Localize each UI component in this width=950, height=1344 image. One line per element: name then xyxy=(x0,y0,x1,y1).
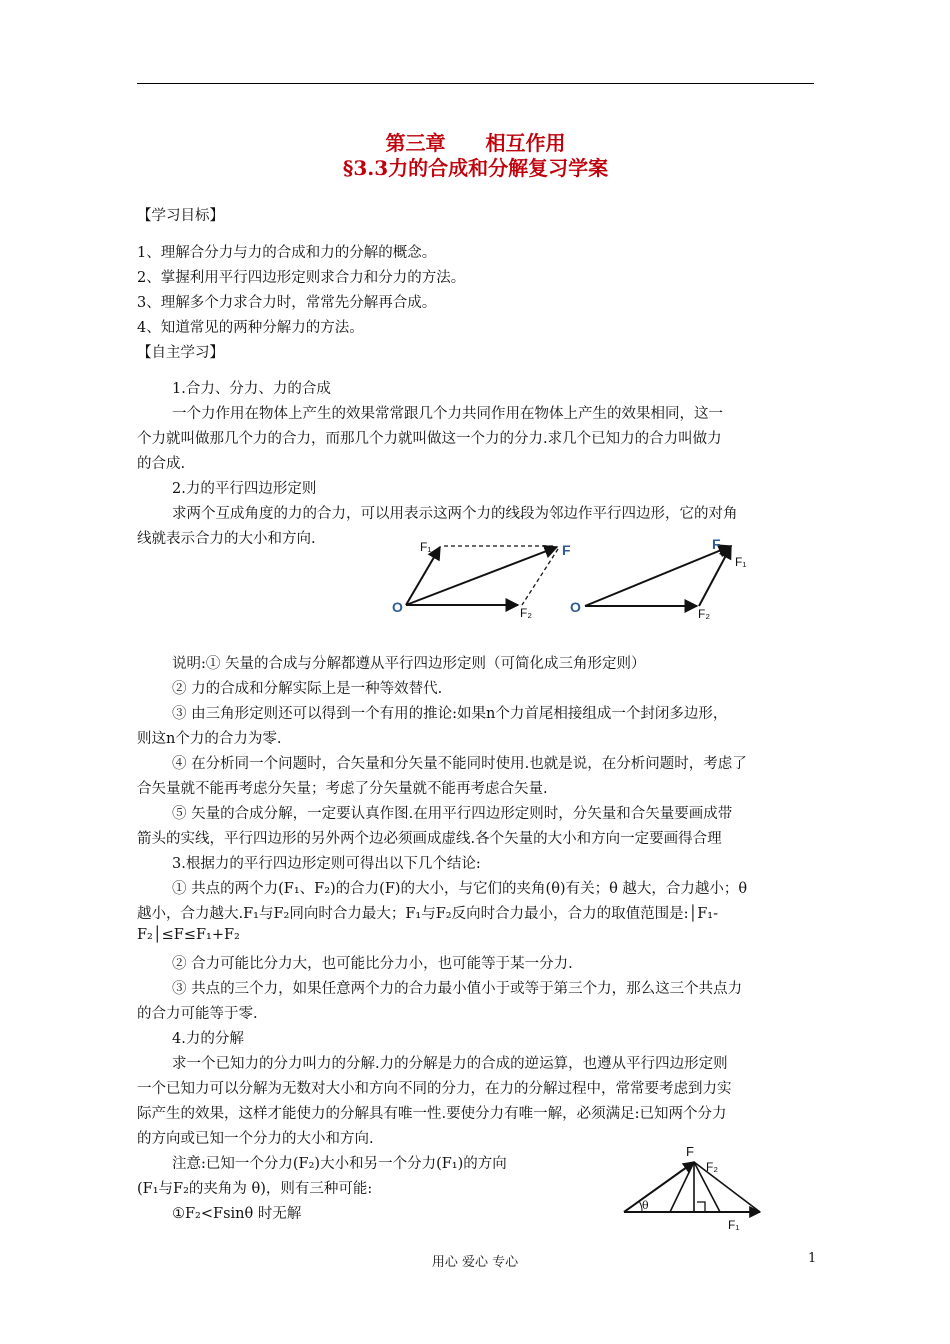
conclusion-line: ① 共点的两个力(F₁、F₂)的合力(F)的大小，与它们的夹角(θ)有关；θ 越大，合力越小；θ xyxy=(172,881,748,897)
paragraph-line: 际产生的效果，这样才能使力的分解具有唯一性.要使分力有唯一解，必须满足:已知两个分力 xyxy=(137,1106,727,1122)
goal-item: 1、理解合分力与力的合成和力的分解的概念。 xyxy=(137,245,437,261)
note-line: 合矢量就不能再考虑分矢量；考虑了分矢量就不能再考虑合矢量. xyxy=(137,781,548,797)
goal-item: 4、知道常见的两种分解力的方法。 xyxy=(137,320,364,336)
f2-label: F₂ xyxy=(698,607,710,621)
goal-item: 3、理解多个力求合力时，常常先分解再合成。 xyxy=(137,295,437,311)
vector-resultant xyxy=(585,546,731,606)
paragraph-line: 求两个互成角度的力的合力，可以用表示这两个力的线段为邻边作平行四边形，它的对角 xyxy=(172,506,738,522)
decomposition-diagram xyxy=(620,1140,790,1235)
paragraph-line: 注意:已知一个分力(F₂)大小和另一个分力(F₁)的方向 xyxy=(172,1156,507,1172)
conclusion-line: ③ 共点的三个力，如果任意两个力的合力最小值小于或等于第三个力，那么这三个共点力 xyxy=(172,981,743,997)
conclusion-line: 越小，合力越大.F₁与F₂同向时合力最大；F₁与F₂反向时合力最小，合力的取值范围是:│F₁- xyxy=(137,906,718,922)
subheading: 4.力的分解 xyxy=(172,1031,244,1047)
chapter-title: 第三章 相互作用 xyxy=(385,131,566,155)
f2-label: F₂ xyxy=(706,1160,718,1174)
f2-option-far xyxy=(694,1162,760,1212)
note-line: ② 力的合成和分解实际上是一种等效替代. xyxy=(172,681,443,697)
conclusion-line: F₂│≤F≤F₁+F₂ xyxy=(137,927,240,943)
note-line: 则这n个力的合力为零. xyxy=(137,731,282,747)
note-line: 说明:① 矢量的合成与分解都遵从平行四边形定则（可简化成三角形定则） xyxy=(172,656,646,672)
subheading: 2.力的平行四边形定则 xyxy=(172,481,317,497)
note-line: 箭头的实线，平行四边形的另外两个边必须画成虚线.各个矢量的大小和方向一定要画得合理 xyxy=(137,831,722,847)
subheading: 1.合力、分力、力的合成 xyxy=(172,381,331,397)
paragraph-line: 的方向或已知一个分力的大小和方向. xyxy=(137,1131,374,1147)
paragraph-line: 个力就叫做那几个力的合力，而那几个力就叫做这一个力的分力.求几个已知力的合力叫做力 xyxy=(137,431,722,447)
f1-label: F₁ xyxy=(735,555,747,569)
paragraph-line: (F₁与F₂的夹角为 θ)，则有三种可能: xyxy=(137,1181,373,1197)
paragraph-line: 一个力作用在物体上产生的效果常常跟几个力共同作用在物体上产生的效果相同，这一 xyxy=(172,406,723,422)
f2-label: F₂ xyxy=(520,606,532,620)
origin-label: O xyxy=(570,599,581,615)
note-line: ③ 由三角形定则还可以得到一个有用的推论:如果n个力首尾相接组成一个封闭多边形， xyxy=(172,706,728,722)
f-label: F xyxy=(686,1144,694,1159)
note-line: ④ 在分析同一个问题时，合矢量和分矢量不能同时使用.也就是说，在分析问题时，考虑了 xyxy=(172,756,747,772)
header-rule xyxy=(137,83,814,84)
paragraph-line: ①F₂<Fsinθ 时无解 xyxy=(172,1206,302,1222)
note-line: ⑤ 矢量的合成分解，一定要认真作图.在用平行四边形定则时，分矢量和合矢量要画成带 xyxy=(172,806,733,822)
resultant-label: F xyxy=(712,536,721,552)
goals-heading: 【学习目标】 xyxy=(137,208,224,224)
f1-label: F₁ xyxy=(420,540,432,554)
vector-f1 xyxy=(699,546,731,606)
paragraph-line: 求一个已知力的分力叫力的分解.力的分解是力的合成的逆运算，也遵从平行四边形定则 xyxy=(172,1056,728,1072)
paragraph-line: 一个已知力可以分解为无数对大小和方向不同的分力，在力的分解过程中，常常要考虑到力实 xyxy=(137,1081,732,1097)
section-title: §3.3力的合成和分解复习学案 xyxy=(342,156,609,180)
page-number: 1 xyxy=(808,1251,817,1266)
footer-slogan: 用心 爱心 专心 xyxy=(431,1255,519,1270)
paragraph-line: 的合成. xyxy=(137,456,186,472)
vector-f1 xyxy=(406,547,440,605)
vector-f xyxy=(624,1162,694,1212)
paragraph-line: 线就表示合力的大小和方向. xyxy=(137,531,316,547)
conclusion-line: 的合力可能等于零. xyxy=(137,1006,258,1022)
conclusion-line: ② 合力可能比分力大，也可能比分力小，也可能等于某一分力. xyxy=(172,956,573,972)
origin-label: O xyxy=(392,599,403,615)
resultant-label: F xyxy=(562,542,571,558)
self-study-heading: 【自主学习】 xyxy=(137,345,224,361)
right-angle-mark xyxy=(697,1202,705,1212)
f1-label: F₁ xyxy=(728,1218,740,1232)
subheading: 3.根据力的平行四边形定则可得出以下几个结论: xyxy=(172,856,481,872)
goal-item: 2、掌握利用平行四边形定则求合力和分力的方法。 xyxy=(137,270,466,286)
triangle-diagram xyxy=(565,530,765,625)
vector-resultant xyxy=(406,547,557,605)
parallelogram-diagram xyxy=(380,535,580,625)
theta-label: θ xyxy=(642,1199,649,1212)
